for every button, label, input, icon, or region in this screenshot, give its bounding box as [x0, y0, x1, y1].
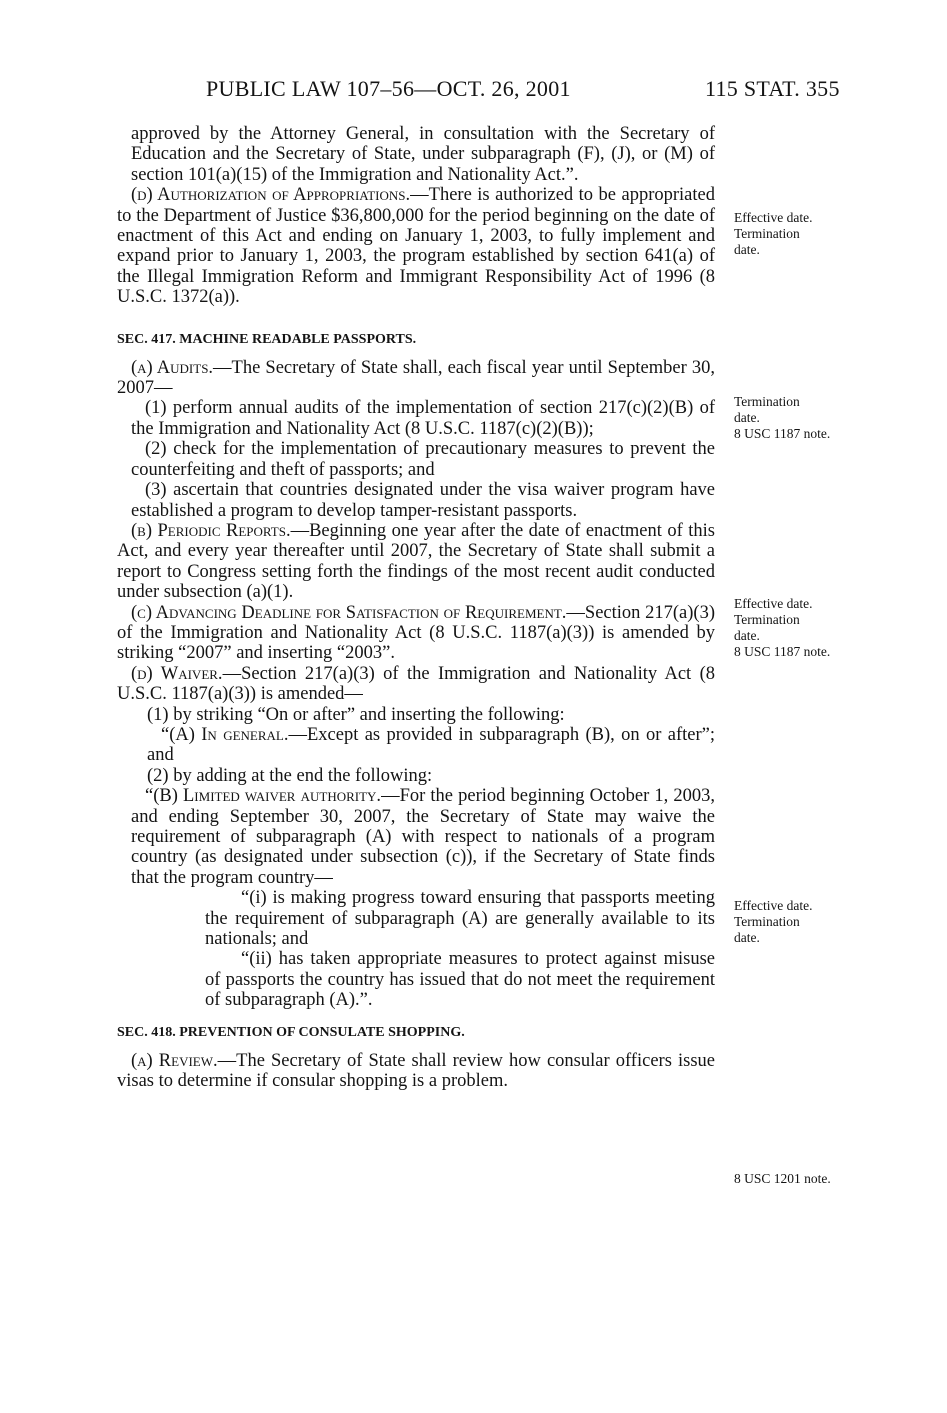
- sidenote-line: Effective date.: [734, 596, 813, 611]
- heading-review: (a) Review.: [131, 1050, 218, 1071]
- paragraph-waiver-1: (1) by striking “On or after” and inserting the following:: [147, 704, 565, 725]
- heading-audits: (a) Audits.: [131, 357, 214, 378]
- sidenote-5: [734, 1171, 874, 1187]
- section-418-heading: SEC. 418. PREVENTION OF CONSULATE SHOPPING.: [117, 1024, 465, 1040]
- main-text-column: [117, 124, 715, 1091]
- sidenote-line: Effective date.: [734, 898, 813, 913]
- sidenote-line: Termination: [734, 226, 800, 241]
- paragraph-audits-3: (3) ascertain that countries designated under the visa waiver program have established a program to develop tamper-resistant passports.: [131, 480, 715, 521]
- sidenote-line: 8 USC 1187 note.: [734, 644, 831, 659]
- sidenote-4: [734, 898, 874, 946]
- paragraph-waiver-2: (2) by adding at the end the following:: [147, 765, 433, 786]
- text-authorization: —There is authorized to be appropriated to the Department of Justice $36,800,000 for the period beginning on the date of enactment of this Act and ending on January 1, 2003, to fully implement and expand prior to January 1, 2003, the program established by section 641(a) of the Illegal Immigration Reform and Immigrant Responsibility Act of 1996 (8 U.S.C. 1372(a)).: [117, 185, 715, 308]
- paragraph-continuation: approved by the Attorney General, in consultation with the Secretary of Education and the Secretary of State, under subparagraph (F), (J), or (M) of section 101(a)(15) of the Immigration and Nationality Act.”.: [131, 124, 715, 185]
- sidenote-2: [734, 394, 874, 442]
- sidenote-line: date.: [734, 410, 760, 425]
- paragraph-audits-2: (2) check for the implementation of precautionary measures to prevent the counterfeiting and theft of passports; and: [131, 439, 715, 480]
- sidenote-line: date.: [734, 628, 760, 643]
- paragraph-advancing-deadline: [117, 603, 715, 664]
- sidenote-line: 8 USC 1187 note.: [734, 426, 831, 441]
- sidenote-line: 8 USC 1201 note.: [734, 1171, 831, 1186]
- statute-page-number: 115 STAT. 355: [705, 76, 840, 101]
- sidenote-line: Termination: [734, 612, 800, 627]
- text-audits: —The Secretary of State shall, each fiscal year until September 30, 2007—: [117, 357, 715, 399]
- sidenote-line: Termination: [734, 914, 800, 929]
- sidenote-line: date.: [734, 242, 760, 257]
- heading-limited-waiver: “(B) Limited waiver authority.: [145, 786, 382, 807]
- sidenote-line: Termination: [734, 394, 800, 409]
- paragraph-review: [117, 1051, 715, 1092]
- running-header-title: PUBLIC LAW 107–56—OCT. 26, 2001: [206, 76, 571, 101]
- heading-periodic-reports: (b) Periodic Reports.: [131, 520, 291, 541]
- paragraph-waiver-2B-ii: “(ii) has taken appropriate measures to protect against misuse of passports the country has issued that do not meet the requirement of subparagraph (A).”.: [205, 949, 715, 1011]
- paragraph-authorization: [117, 185, 715, 307]
- paragraph-audits-1: (1) perform annual audits of the implementation of section 217(c)(2)(B) of the Immigration and Nationality Act (8 U.S.C. 1187(c)(2)(B));: [131, 398, 715, 439]
- text-periodic-reports: —Beginning one year after the date of enactment of this Act, and every year thereafter until 2007, the Secretary of State shall submit a report to Congress setting forth the findings of the most recent audit conducted under subsection (a)(1).: [117, 520, 715, 603]
- paragraph-waiver-1A: [117, 725, 715, 766]
- sidenote-3: [734, 596, 874, 660]
- paragraph-waiver-2B: [117, 786, 715, 888]
- paragraph-waiver: [117, 664, 715, 705]
- text-review: —The Secretary of State shall review how consular officers issue visas to determine if consular shopping is a problem.: [117, 1050, 715, 1092]
- text-in-general: —Except as provided in subparagraph (B), on or after”; and: [147, 724, 715, 766]
- text-advancing-deadline: —Section 217(a)(3) of the Immigration and Nationality Act (8 U.S.C. 1187(a)(3)) is amended by striking “2007” and inserting “2003”.: [117, 602, 715, 664]
- paragraph-audits: [117, 358, 715, 399]
- sidenote-line: Effective date.: [734, 210, 813, 225]
- heading-advancing-deadline: (c) Advancing Deadline for Satisfaction of Requirement.: [131, 602, 567, 623]
- heading-authorization: (d) Authorization of Appropriations.: [131, 185, 411, 206]
- heading-in-general: “(A) In general.: [161, 724, 289, 745]
- sidenote-1: [734, 210, 874, 258]
- paragraph-waiver-2B-i: “(i) is making progress toward ensuring that passports meeting the requirement of subparagraph (A) are generally available to its nationals; and: [205, 888, 715, 950]
- paragraph-periodic-reports: [117, 521, 715, 603]
- text-limited-waiver: —For the period beginning October 1, 2003, and ending September 30, 2007, the Secretary of State may waive the requirement of subparagraph (A) with respect to nationals of a program country (as designated under subsection (c)), if the Secretary of State finds that the program country—: [131, 786, 716, 888]
- sidenote-line: date.: [734, 930, 760, 945]
- section-417-heading: SEC. 417. MACHINE READABLE PASSPORTS.: [117, 331, 417, 347]
- text-waiver: —Section 217(a)(3) of the Immigration and Nationality Act (8 U.S.C. 1187(a)(3)) is amended—: [117, 663, 715, 705]
- heading-waiver: (d) Waiver.: [131, 663, 223, 684]
